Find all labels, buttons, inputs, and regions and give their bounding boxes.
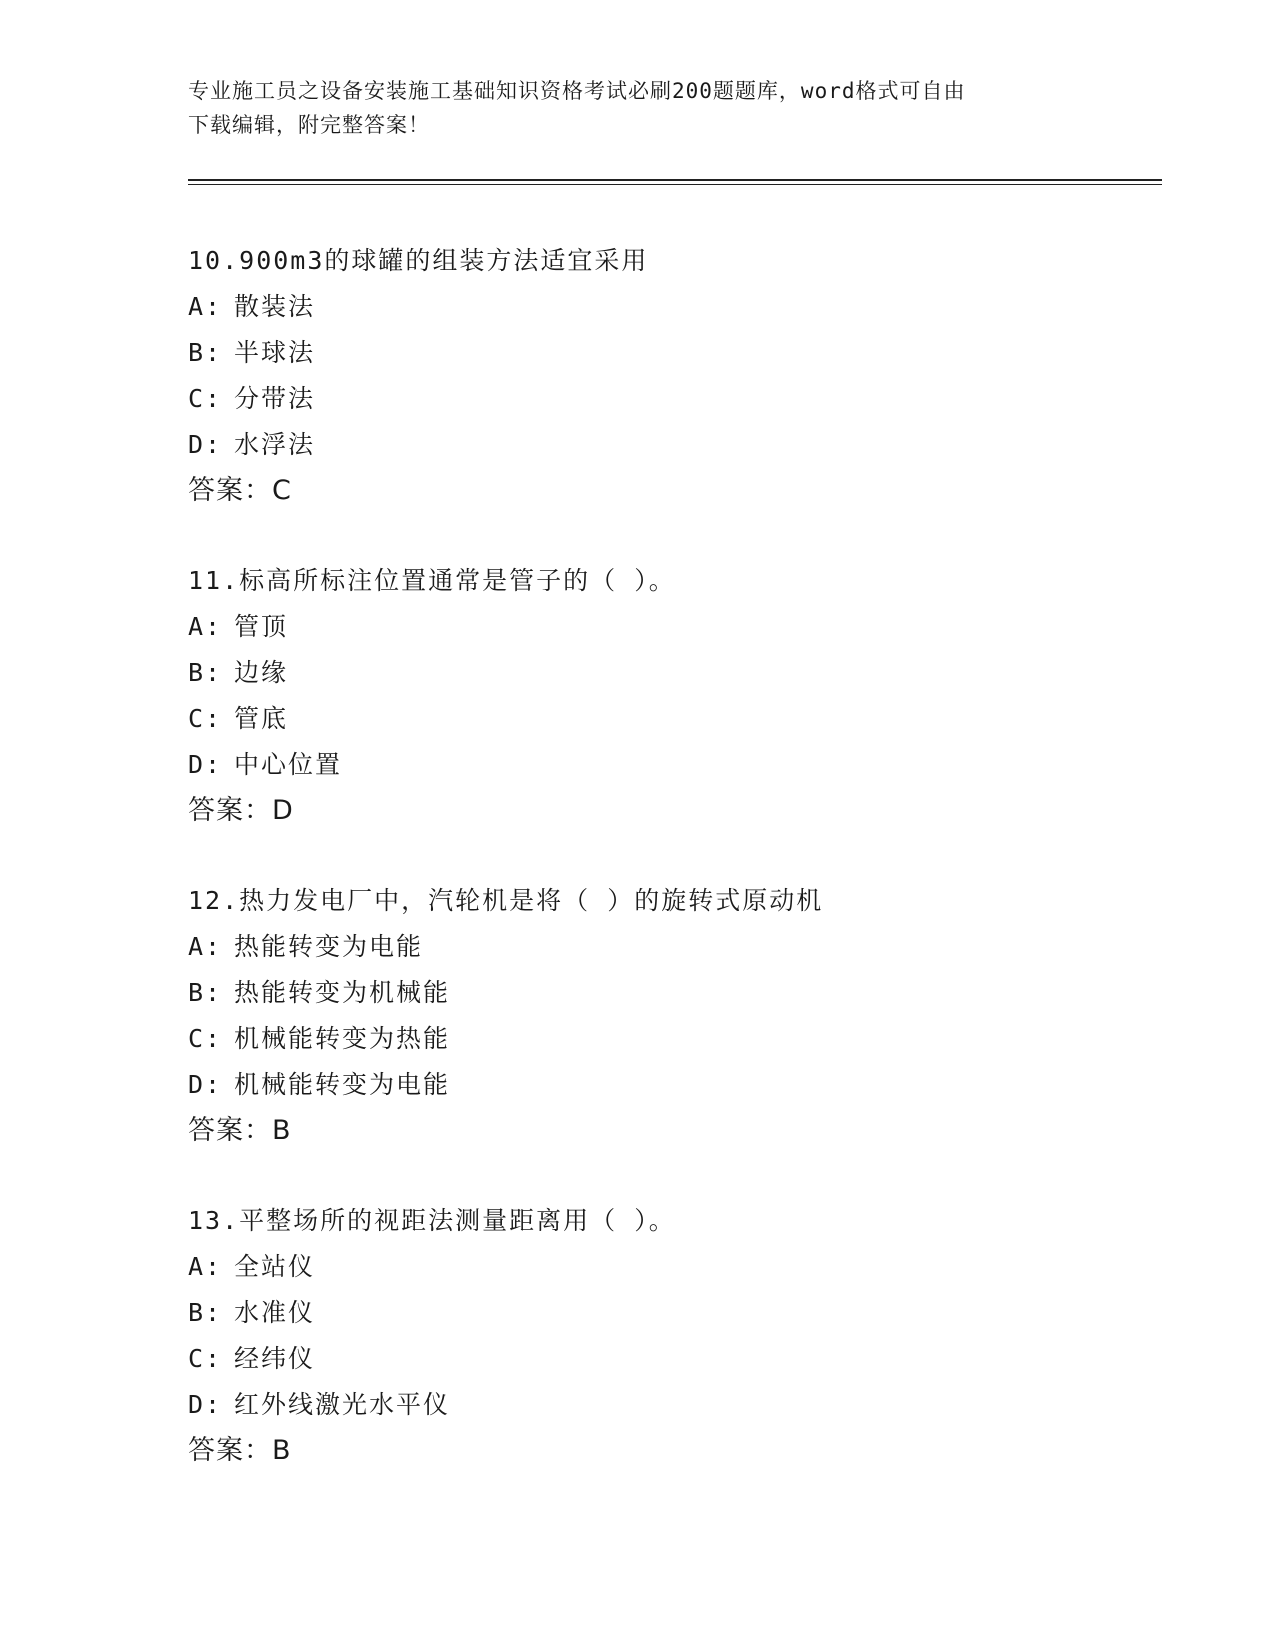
option-label: D: (188, 1070, 223, 1099)
question-13 (188, 1198, 1148, 1518)
option-c (188, 1016, 1148, 1062)
option-a (188, 924, 1148, 970)
option-label: C: (188, 1024, 223, 1053)
header-line-2: 下载编辑，附完整答案！ (188, 113, 430, 137)
header-divider-thin (188, 184, 1162, 185)
option-c (188, 376, 1148, 422)
option-text: 热能转变为机械能 (234, 978, 451, 1007)
option-a (188, 1244, 1148, 1290)
option-c (188, 696, 1148, 742)
option-text: 管顶 (234, 612, 289, 641)
option-c (188, 1336, 1148, 1382)
option-text: 红外线激光水平仪 (234, 1390, 451, 1419)
question-stem: 11.标高所标注位置通常是管子的（ ）。 (188, 566, 676, 595)
question-list (188, 238, 1148, 1518)
option-label: A: (188, 292, 223, 321)
option-a (188, 284, 1148, 330)
option-label: C: (188, 704, 223, 733)
option-label: C: (188, 1344, 223, 1373)
question-stem: 10.900m3的球罐的组装方法适宜采用 (188, 246, 649, 275)
option-b (188, 330, 1148, 376)
option-d (188, 1062, 1148, 1108)
question-stem: 12.热力发电厂中，汽轮机是将（ ）的旋转式原动机 (188, 886, 824, 915)
option-a (188, 604, 1148, 650)
option-text: 热能转变为电能 (234, 932, 424, 961)
option-label: B: (188, 1298, 223, 1327)
answer-line: 答案：B (188, 1435, 292, 1466)
option-label: C: (188, 384, 223, 413)
option-text: 经纬仪 (234, 1344, 316, 1373)
option-d (188, 742, 1148, 788)
option-b (188, 650, 1148, 696)
option-d (188, 1382, 1148, 1428)
option-label: D: (188, 750, 223, 779)
option-text: 管底 (234, 704, 289, 733)
option-text: 边缘 (234, 658, 289, 687)
option-label: A: (188, 612, 223, 641)
option-text: 分带法 (234, 384, 316, 413)
question-12 (188, 878, 1148, 1198)
option-text: 中心位置 (234, 750, 343, 779)
option-text: 水准仪 (234, 1298, 316, 1327)
option-text: 机械能转变为热能 (234, 1024, 451, 1053)
option-label: A: (188, 932, 223, 961)
option-label: B: (188, 658, 223, 687)
option-label: D: (188, 430, 223, 459)
header-divider-thick (188, 179, 1162, 181)
answer-line: 答案：C (188, 475, 292, 506)
question-stem: 13.平整场所的视距法测量距离用（ ）。 (188, 1206, 676, 1235)
option-b (188, 970, 1148, 1016)
option-b (188, 1290, 1148, 1336)
question-11 (188, 558, 1148, 878)
option-text: 散装法 (234, 292, 316, 321)
option-text: 半球法 (234, 338, 316, 367)
option-label: B: (188, 978, 223, 1007)
option-d (188, 422, 1148, 468)
question-10 (188, 238, 1148, 558)
option-label: D: (188, 1390, 223, 1419)
option-label: B: (188, 338, 223, 367)
answer-line: 答案：B (188, 1115, 292, 1146)
header-line-1: 专业施工员之设备安装施工基础知识资格考试必刷200题题库，word格式可自由 (188, 79, 966, 103)
answer-line: 答案：D (188, 795, 294, 826)
option-text: 水浮法 (234, 430, 316, 459)
option-text: 机械能转变为电能 (234, 1070, 451, 1099)
option-label: A: (188, 1252, 223, 1281)
document-header (188, 74, 1088, 142)
option-text: 全站仪 (234, 1252, 316, 1281)
